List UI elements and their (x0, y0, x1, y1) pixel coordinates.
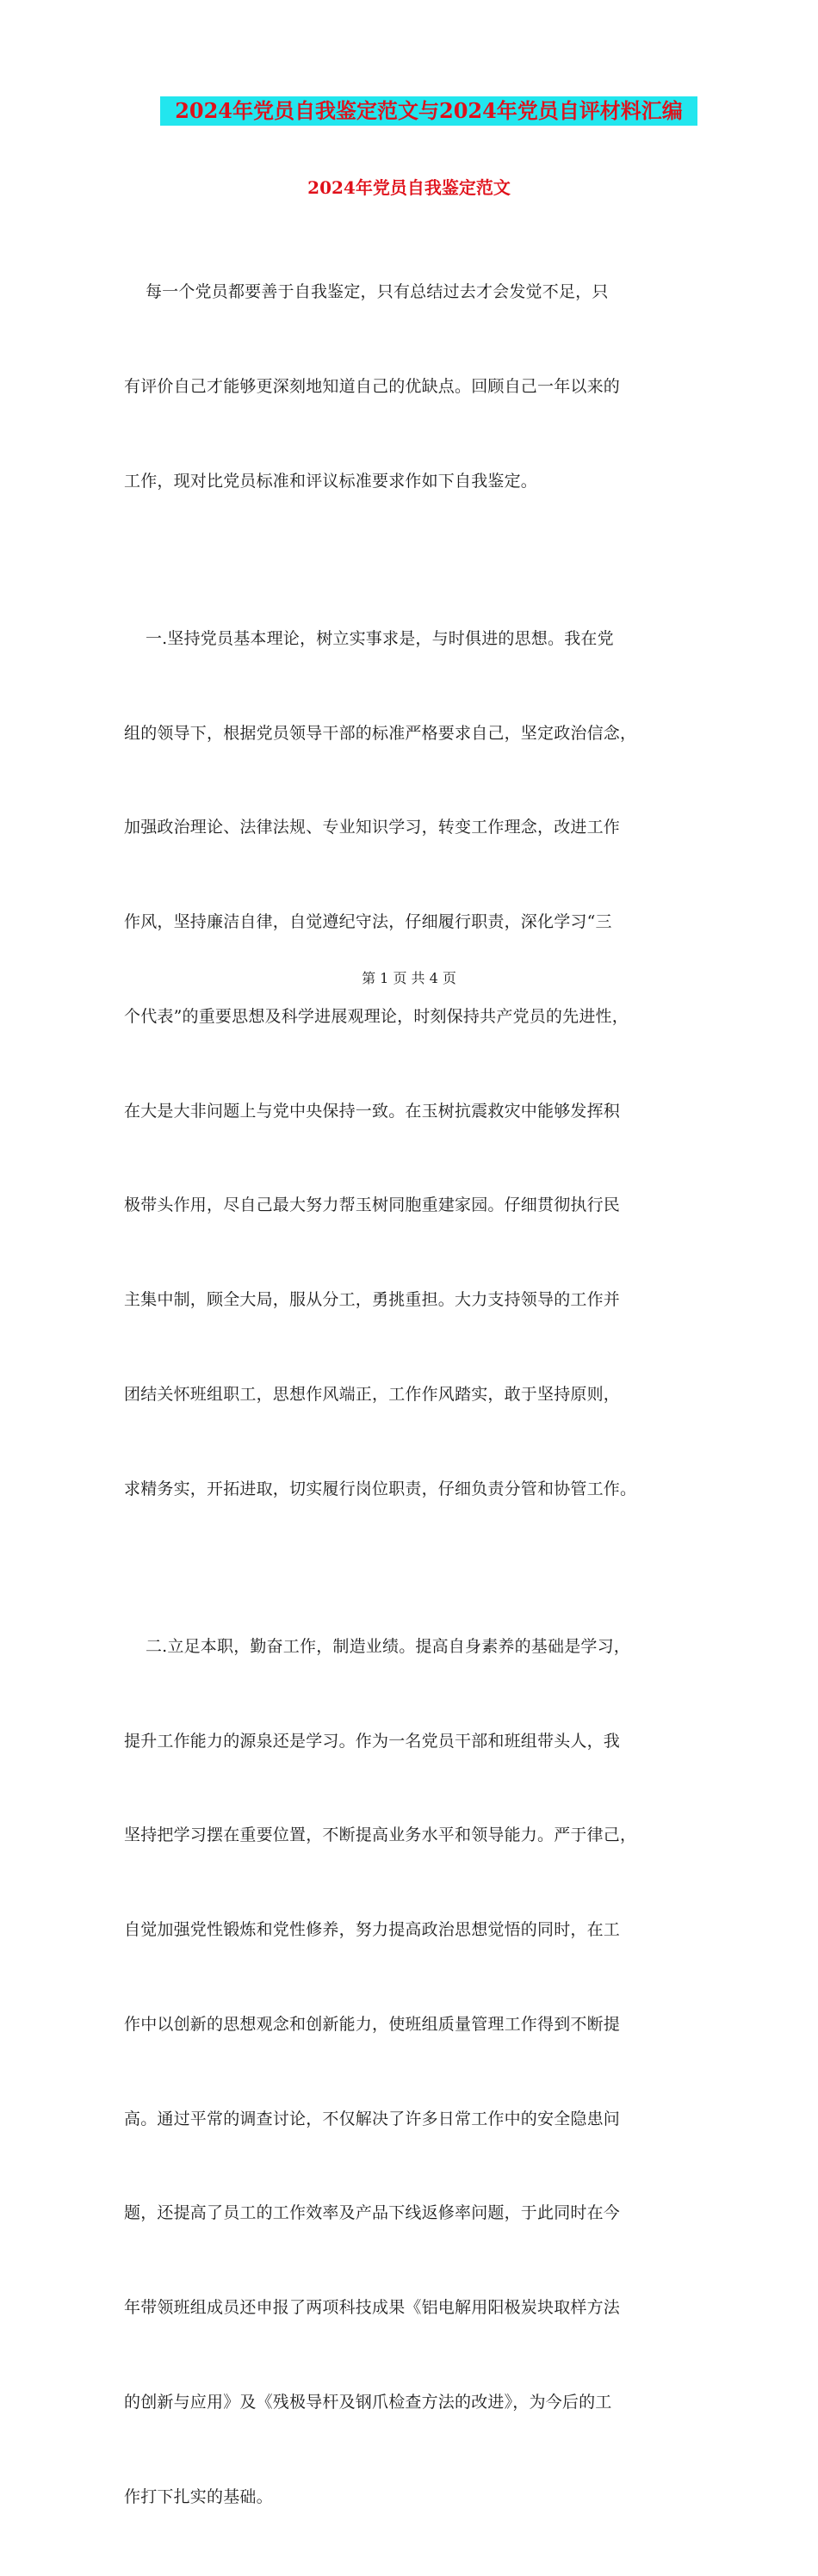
text-line: 题，还提高了员工的工作效率及产品下线返修率问题，于此同时在今 (124, 2203, 621, 2223)
text-line: 高。通过平常的调查讨论，不仅解决了许多日常工作中的安全隐患问 (124, 2109, 621, 2128)
text-line: 组的领导下，根据党员领导干部的标准严格要求自己，坚定政治信念， (124, 723, 637, 743)
page-footer: 第 1 页 共 4 页 (362, 970, 456, 986)
text-line: 二.立足本职，勤奋工作，制造业绩。提高自身素养的基础是学习， (124, 1636, 630, 1656)
text-line: 团结关怀班组职工，思想作风端正，工作作风踏实，敢于坚持原则， (124, 1384, 621, 1404)
text-line: 坚持把学习摆在重要位置，不断提高业务水平和领导能力。严于律己， (124, 1825, 637, 1845)
text-line: 的创新与应用》及《残极导杆及钢爪检查方法的改进》，为今后的工 (124, 2392, 612, 2412)
body-text (124, 213, 710, 2576)
text-line: 一.坚持党员基本理论，树立实事求是，与时俱进的思想。我在党 (124, 628, 614, 648)
section-title: 2024年党员自我鉴定范文 (307, 177, 511, 198)
text-line: 作打下扎实的基础。 (124, 2486, 273, 2506)
text-line: 有评价自己才能够更深刻地知道自己的优缺点。回顾自己一年以来的 (124, 376, 621, 396)
text-line: 加强政治理论、法律法规、专业知识学习，转变工作理念，改进工作 (124, 818, 621, 837)
text-line: 极带头作用，尽自己最大努力帮玉树同胞重建家园。仔细贯彻执行民 (124, 1195, 621, 1215)
text-line: 个代表”的重要思想及科学进展观理论，时刻保持共产党员的先进性， (124, 1006, 629, 1026)
text-line: 作中以创新的思想观念和创新能力，使班组质量管理工作得到不断提 (124, 2014, 621, 2034)
document-title: 2024年党员自我鉴定范文与2024年党员自评材料汇编 (160, 96, 697, 126)
text-line: 求精务实，开拓进取，切实履行岗位职责，仔细负责分管和协管工作。 (124, 1479, 637, 1498)
paragraph-section-one (124, 560, 710, 1568)
text-line: 每一个党员都要善于自我鉴定，只有总结过去才会发觉不足，只 (124, 282, 609, 302)
text-line: 年带领班组成员还申报了两项科技成果《铝电解用阳极炭块取样方法 (124, 2298, 621, 2318)
text-line: 在大是大非问题上与党中央保持一致。在玉树抗震救灾中能够发挥积 (124, 1101, 621, 1121)
text-line: 自觉加强党性锻炼和党性修养，努力提高政治思想觉悟的同时，在工 (124, 1920, 621, 1940)
text-line: 作风，坚持廉洁自律，自觉遵纪守法，仔细履行职责，深化学习“三 (124, 912, 612, 932)
text-line: 主集中制，顾全大局，服从分工，勇挑重担。大力支持领导的工作并 (124, 1290, 621, 1310)
paragraph-intro (124, 213, 710, 560)
text-line: 提升工作能力的源泉还是学习。作为一名党员干部和班组带头人，我 (124, 1731, 621, 1751)
text-line: 工作，现对比党员标准和评议标准要求作如下自我鉴定。 (124, 471, 538, 491)
paragraph-section-two (124, 1568, 710, 2576)
